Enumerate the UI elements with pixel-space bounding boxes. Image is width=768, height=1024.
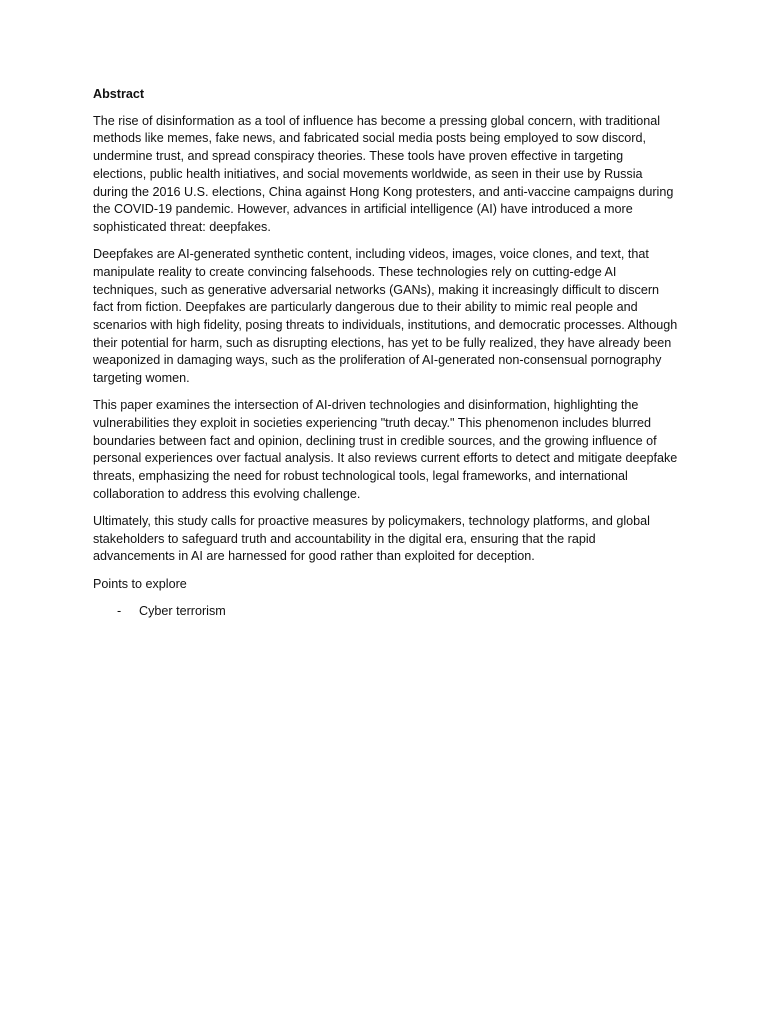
points-label: Points to explore — [93, 576, 187, 591]
list-item — [93, 603, 678, 621]
dash-bullet: - — [117, 603, 122, 618]
paragraph-4: Ultimately, this study calls for proactive measures by policymakers, technology platforms, and global stakeholders to safeguard truth and accountability in the digital era, ensuring that the rapid advancements in AI are harnessed for good rather than exploited for deception. — [93, 513, 650, 564]
paragraph-1: The rise of disinformation as a tool of influence has become a pressing global concern, with traditional methods like memes, fake news, and fabricated social media posts being employed to sow discord, undermine trust, and spread conspiracy theories. These tools have proven effective in targeting elections, public health initiatives, and social movements worldwide, as seen in their use by Russia during the 2016 U.S. elections, China against Hong Kong protesters, and anti-vaccine campaigns during the COVID-19 pandemic. However, advances in artificial intelligence (AI) have introduced a more sophisticated threat: deepfakes. — [93, 113, 674, 234]
points-list — [93, 603, 678, 621]
abstract-heading: Abstract — [93, 87, 145, 101]
document-page — [93, 86, 678, 620]
list-item-text: Cyber terrorism — [139, 603, 226, 618]
paragraph-3: This paper examines the intersection of AI-driven technologies and disinformation, highlighting the vulnerabilities they exploit in societies experiencing "truth decay." This phenomenon includes blurred boundaries between fact and opinion, declining trust in credible sources, and the growing influence of personal experiences over factual analysis. It also reviews current efforts to detect and mitigate deepfake threats, emphasizing the need for robust technological tools, legal frameworks, and international collaboration to address this evolving challenge. — [93, 398, 678, 501]
paragraph-2: Deepfakes are AI-generated synthetic content, including videos, images, voice clones, and text, that manipulate reality to create convincing falsehoods. These technologies rely on cutting-edge AI techniques, such as generative adversarial networks (GANs), making it increasingly difficult to discern fact from fiction. Deepfakes are particularly dangerous due to their ability to mimic real people and scenarios with high fidelity, posing threats to individuals, institutions, and democratic processes. Although their potential for harm, such as disrupting elections, has yet to be fully realized, they have already been weaponized in damaging ways, such as the proliferation of AI-generated non-consensual pornography targeting women. — [93, 247, 678, 386]
